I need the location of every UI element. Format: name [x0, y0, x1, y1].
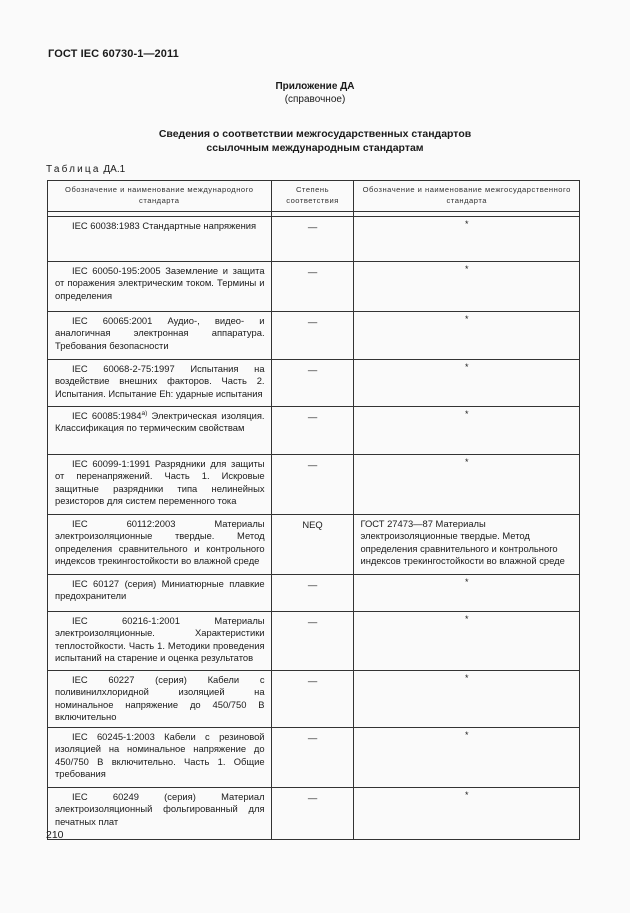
table-row [48, 217, 580, 262]
table-row [48, 515, 580, 575]
table-row [48, 575, 580, 612]
table-header-row [48, 181, 580, 212]
degree-value: — [271, 360, 354, 407]
annex-title: Приложение ДА [275, 81, 355, 92]
annex-subtitle: (справочное) [284, 94, 346, 105]
equivalent-standard: * [354, 407, 580, 455]
table-row [48, 671, 580, 728]
section-title [0, 127, 630, 155]
standard-name: IEC 60245-1:2003 Кабели с резиновой изоляцией на номинальное напряжение до 450/750 В включительно. Часть 1. Общие требования [48, 728, 272, 788]
standard-name: IEC 60099-1:1991 Разрядники для защиты от перенапряжений. Часть 1. Искровые защитные разрядники типа нелинейных резисторов для систем переменного тока [48, 455, 272, 515]
equivalent-standard: * [354, 360, 580, 407]
standard-name: IEC 60068-2-75:1997 Испытания на воздействие внешних факторов. Часть 2. Испытания. Испытание Eh: ударные испытания [48, 360, 272, 407]
standard-name: IEC 60249 (серия) Материал электроизоляционный фольгированный для печатных плат [48, 788, 272, 840]
table-row [48, 612, 580, 671]
table-caption-number: ДА.1 [103, 164, 126, 175]
equivalent-standard: * [354, 728, 580, 788]
table-row [48, 788, 580, 840]
degree-value: — [271, 575, 354, 612]
header-interstate-standard: Обозначение и наименование межгосударственного стандарта [354, 181, 580, 212]
table-caption-label: Таблица [46, 164, 101, 175]
equivalent-standard: ГОСТ 27473—87 Материалы электроизоляционные твердые. Метод определения сравнительного и контрольного индексов трекингостойкости во влажной среде [354, 515, 580, 575]
standard-name: IEC 60216-1:2001 Материалы электроизоляционные. Характеристики теплостойкости. Часть 1. Методики проведения испытаний на старение и оценка результатов [48, 612, 272, 671]
degree-value: NEQ [271, 515, 354, 575]
table-row [48, 360, 580, 407]
annex-heading [0, 80, 630, 106]
header-degree: Степень соответствия [271, 181, 354, 212]
equivalent-standard: * [354, 262, 580, 312]
standard-name: IEC 60112:2003 Материалы электроизоляционные твердые. Метод определения сравнительного и контрольного индексов трекингостойкости во влажной среде [48, 515, 272, 575]
section-title-line2: ссылочным международным стандартам [206, 142, 424, 154]
document-code: ГОСТ IEC 60730-1—2011 [48, 48, 179, 60]
footnote-marker: a) [141, 409, 148, 417]
page-number: 210 [46, 829, 64, 841]
standards-table [47, 180, 580, 840]
standard-name: IEC 60038:1983 Стандартные напряжения [48, 217, 272, 262]
equivalent-standard: * [354, 788, 580, 840]
degree-value: — [271, 728, 354, 788]
degree-value: — [271, 407, 354, 455]
standard-name: IEC 60127 (серия) Миниатюрные плавкие предохранители [48, 575, 272, 612]
table-row [48, 728, 580, 788]
table-row [48, 455, 580, 515]
table-caption [46, 164, 125, 175]
degree-value: — [271, 455, 354, 515]
equivalent-standard: * [354, 671, 580, 728]
table-row [48, 407, 580, 455]
equivalent-standard: * [354, 575, 580, 612]
standard-name: IEC 60050-195:2005 Заземление и защита от поражения электрическим током. Термины и определения [48, 262, 272, 312]
equivalent-standard: * [354, 612, 580, 671]
degree-value: — [271, 788, 354, 840]
equivalent-standard: * [354, 217, 580, 262]
degree-value: — [271, 671, 354, 728]
degree-value: — [271, 217, 354, 262]
equivalent-standard: * [354, 455, 580, 515]
degree-value: — [271, 262, 354, 312]
standard-name: IEC 60227 (серия) Кабели с поливинилхлоридной изоляцией на номинальное напряжение до 450/750 В включительно [48, 671, 272, 728]
header-international-standard: Обозначение и наименование международного стандарта [48, 181, 272, 212]
table-row [48, 312, 580, 360]
equivalent-standard: * [354, 312, 580, 360]
table-row [48, 262, 580, 312]
standard-name: IEC 60065:2001 Аудио-, видео- и аналогичная электронная аппаратура. Требования безопасности [48, 312, 272, 360]
degree-value: — [271, 612, 354, 671]
standard-name: IEC 60085:1984$^{a)}$ Электрическая изоляция. Классификация по термическим свойствам [48, 407, 272, 455]
degree-value: — [271, 312, 354, 360]
section-title-line1: Сведения о соответствии межгосударственных стандартов [158, 128, 472, 140]
